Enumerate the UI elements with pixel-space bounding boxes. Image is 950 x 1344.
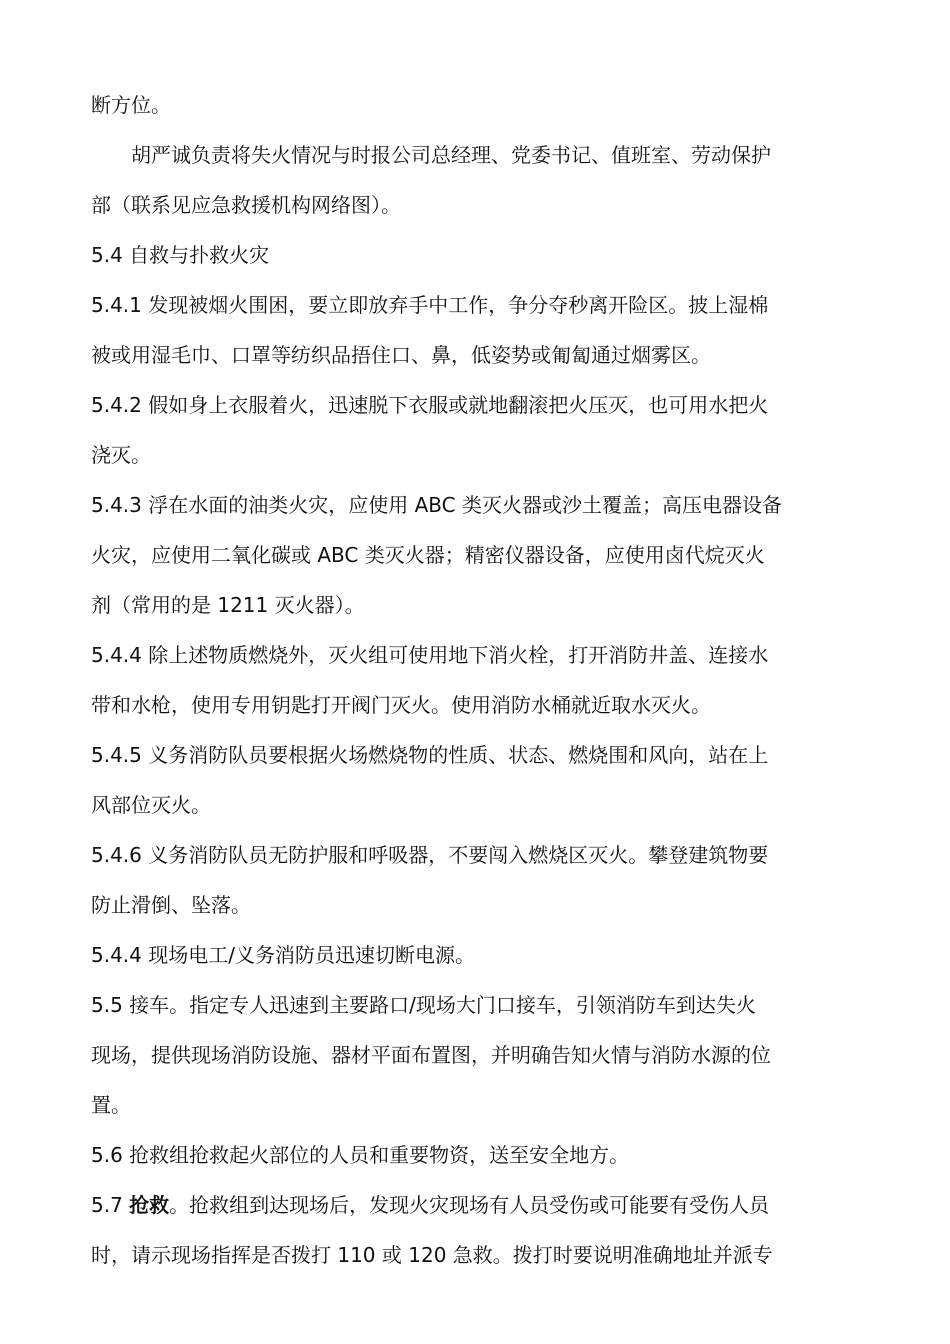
text-line: 剂（常用的是 1211 灭火器）。 bbox=[91, 593, 365, 617]
text-line: 带和水枪，使用专用钥匙打开阀门灭火。使用消防水桶就近取水灭火。 bbox=[91, 693, 711, 717]
text-line: 时，请示现场指挥是否拨打 110 或 120 急救。拨打时要说明准确地址并派专 bbox=[91, 1243, 773, 1267]
text-line: 被或用湿毛巾、口罩等纺织品捂住口、鼻，低姿势或匍匐通过烟雾区。 bbox=[91, 343, 711, 367]
text-line: 置。 bbox=[91, 1093, 131, 1117]
text-line: 5.4.6 义务消防队员无防护服和呼吸器，不要闯入燃烧区灭火。攀登建筑物要 bbox=[91, 843, 769, 867]
text-run: 。抢救组到达现场后，发现火灾现场有人员受伤或可能要有受伤人员 bbox=[169, 1193, 770, 1217]
text-line: 浇灭。 bbox=[91, 443, 151, 467]
text-line: 5.4.3 浮在水面的油类火灾，应使用 ABC 类灭火器或沙土覆盖；高压电器设备 bbox=[91, 493, 782, 517]
text-line: 5.4.1 发现被烟火围困，要立即放弃手中工作，争分夺秒离开险区。披上湿棉 bbox=[91, 293, 769, 317]
text-line: 火灾，应使用二氧化碳或 ABC 类灭火器；精密仪器设备，应使用卤代烷灭火 bbox=[91, 543, 765, 567]
text-line: 5.4.4 现场电工/义务消防员迅速切断电源。 bbox=[91, 943, 475, 967]
text-line: 断方位。 bbox=[91, 93, 171, 117]
text-line: 防止滑倒、坠落。 bbox=[91, 893, 251, 917]
text-line: 5.4.4 除上述物质燃烧外，灭火组可使用地下消火栓，打开消防井盖、连接水 bbox=[91, 643, 769, 667]
text-line: 风部位灭火。 bbox=[91, 793, 211, 817]
text-line-rescue bbox=[91, 1192, 861, 1218]
text-line: 5.4.2 假如身上衣服着火，迅速脱下衣服或就地翻滚把火压灭，也可用水把火 bbox=[91, 393, 769, 417]
text-line: 现场，提供现场消防设施、器材平面布置图，并明确告知火情与消防水源的位 bbox=[91, 1043, 771, 1067]
section-number: 5.7 bbox=[91, 1193, 130, 1217]
text-line: 5.4.5 义务消防队员要根据火场燃烧物的性质、状态、燃烧围和风向，站在上 bbox=[91, 743, 769, 767]
section-heading: 5.4 自救与扑救火灾 bbox=[91, 243, 270, 267]
bold-term: 抢救 bbox=[129, 1193, 170, 1217]
text-line: 胡严诚负责将失火情况与时报公司总经理、党委书记、值班室、劳动保护 bbox=[131, 143, 771, 167]
text-line: 5.6 抢救组抢救起火部位的人员和重要物资，送至安全地方。 bbox=[91, 1143, 630, 1167]
text-line: 5.5 接车。指定专人迅速到主要路口/现场大门口接车，引领消防车到达失火 bbox=[91, 993, 756, 1017]
text-line: 部（联系见应急救援机构网络图）。 bbox=[91, 193, 401, 217]
